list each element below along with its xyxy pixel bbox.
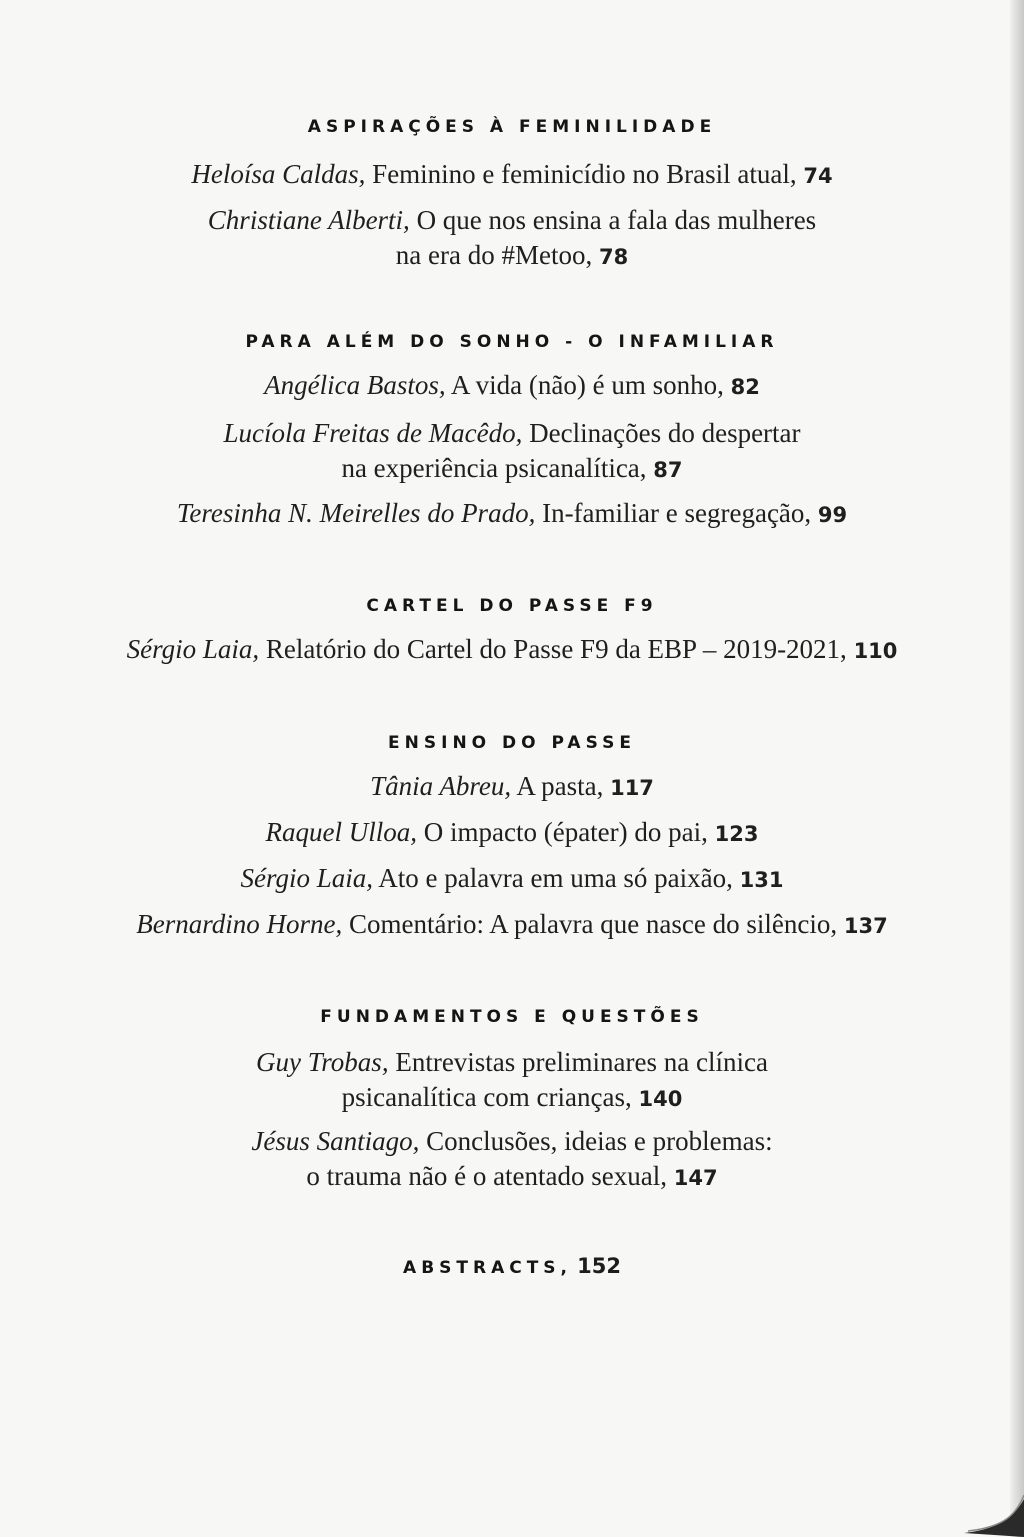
entry-page: 117 xyxy=(610,776,654,800)
entry-title-continued: psicanalítica com crianças, xyxy=(341,1082,632,1112)
toc-entry xyxy=(0,1045,1024,1117)
entry-author: Sérgio Laia, xyxy=(126,634,260,664)
toc-entry xyxy=(0,861,1024,898)
toc-entry xyxy=(0,203,1024,275)
section-heading: FUNDAMENTOS E QUESTÕES xyxy=(320,1007,704,1027)
entry-page: 140 xyxy=(638,1087,683,1111)
entry-author: Christiane Alberti, xyxy=(207,205,410,235)
abstracts-entry xyxy=(0,1254,1024,1278)
entry-author: Lucíola Freitas de Macêdo, xyxy=(223,418,523,448)
section-cartel xyxy=(0,596,1024,616)
section-heading: PARA ALÉM DO SONHO - O INFAMILIAR xyxy=(245,332,779,352)
entry-page: 123 xyxy=(714,822,759,846)
section-heading: CARTEL DO PASSE F9 xyxy=(366,596,658,616)
page-edge-shadow xyxy=(1010,0,1024,1537)
toc-entry xyxy=(0,907,1024,944)
entry-title: Relatório do Cartel do Passe F9 da EBP – 2019-2021, xyxy=(259,634,847,664)
entry-title: Ato e palavra em uma só paixão, xyxy=(373,863,733,893)
entry-author: Sérgio Laia, xyxy=(240,863,374,893)
entry-author: Bernardino Horne, xyxy=(136,909,343,939)
entry-author: Tânia Abreu, xyxy=(370,771,512,801)
entry-page: 78 xyxy=(598,245,629,269)
entry-title-continued: o trauma não é o atentado sexual, xyxy=(306,1161,668,1191)
abstracts-page: 152 xyxy=(577,1254,621,1278)
entry-title: Feminino e feminicídio no Brasil atual, xyxy=(365,159,797,189)
section-para-alem xyxy=(0,332,1024,352)
entry-author: Angélica Bastos, xyxy=(264,370,446,400)
entry-title: Comentário: A palavra que nasce do silêncio, xyxy=(342,909,838,939)
section-fundamentos xyxy=(0,1007,1024,1027)
entry-title: Entrevistas preliminares na clínica xyxy=(388,1047,768,1077)
entry-title: Declinações do despertar xyxy=(522,418,801,448)
entry-author: Jésus Santiago, xyxy=(251,1126,420,1156)
entry-page: 110 xyxy=(853,639,898,663)
entry-title: A pasta, xyxy=(511,771,604,801)
abstracts-heading: ABSTRACTS, xyxy=(403,1258,573,1278)
section-ensino xyxy=(0,733,1024,753)
entry-author: Heloísa Caldas, xyxy=(191,159,366,189)
toc-entry xyxy=(0,416,1024,488)
toc-entry xyxy=(0,632,1024,669)
toc-entry xyxy=(0,496,1024,533)
toc-entry xyxy=(0,1124,1024,1196)
toc-entry xyxy=(0,815,1024,852)
entry-page: 87 xyxy=(653,458,683,482)
entry-page: 99 xyxy=(817,503,848,527)
entry-page: 74 xyxy=(803,164,833,188)
section-heading: ENSINO DO PASSE xyxy=(388,733,636,753)
entry-title: Conclusões, ideias e problemas: xyxy=(419,1126,773,1156)
entry-page: 82 xyxy=(730,375,760,399)
entry-title: In-familiar e segregação, xyxy=(535,498,812,528)
section-aspiracoes xyxy=(0,117,1024,137)
toc-entry xyxy=(0,769,1024,806)
entry-title: O impacto (épater) do pai, xyxy=(417,817,708,847)
entry-title-continued: na experiência psicanalítica, xyxy=(341,453,647,483)
entry-author: Teresinha N. Meirelles do Prado, xyxy=(176,498,536,528)
entry-page: 131 xyxy=(739,868,784,892)
entry-page: 137 xyxy=(843,914,888,938)
entry-author: Guy Trobas, xyxy=(256,1047,389,1077)
entry-title-continued: na era do #Metoo, xyxy=(395,240,593,270)
page-corner-curl xyxy=(944,1477,1024,1537)
entry-title: O que nos ensina a fala das mulheres xyxy=(409,205,817,235)
toc-entry xyxy=(0,157,1024,194)
toc-entry xyxy=(0,368,1024,405)
entry-title: A vida (não) é um sonho, xyxy=(445,370,724,400)
entry-page: 147 xyxy=(673,1166,718,1190)
section-heading: ASPIRAÇÕES À FEMINILIDADE xyxy=(307,117,717,137)
entry-author: Raquel Ulloa, xyxy=(265,817,417,847)
